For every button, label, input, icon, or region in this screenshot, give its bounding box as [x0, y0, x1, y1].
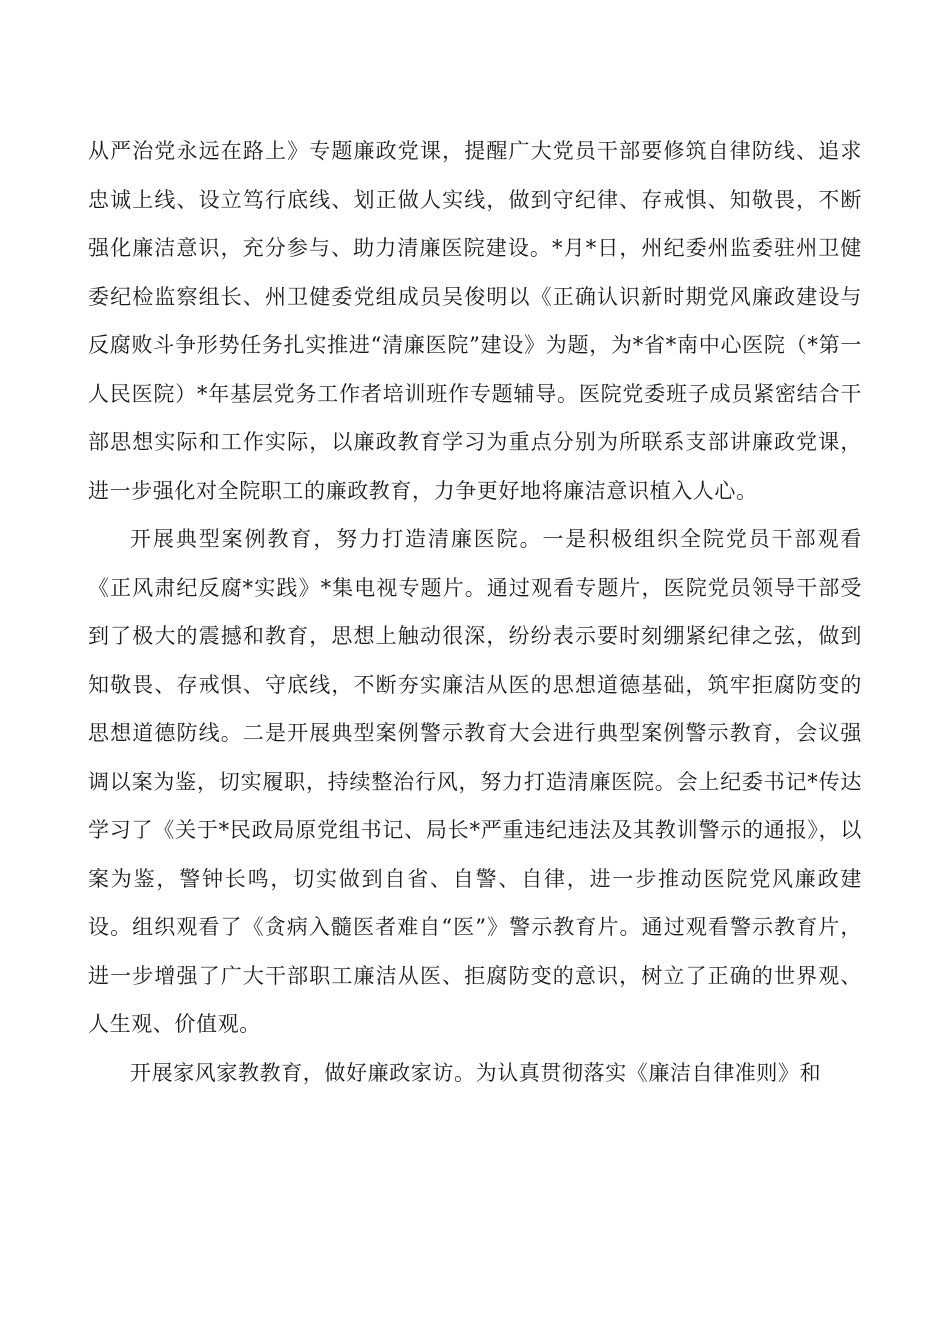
document-body [88, 127, 862, 1097]
paragraph-typical-case-education: 开展典型案例教育，努力打造清廉医院。一是积极组织全院党员干部观看《正风肃纪反腐*实践》*集电视专题片。通过观看专题片，医院党员领导干部受到了极大的震撼和教育，思想上触动很深，纷纷表示要时刻绷紧纪律之弦，做到知敬畏、存戒惧、守底线，不断夯实廉洁从医的思想道德基础，筑牢拒腐防变的思想道德防线。二是开展典型案例警示教育大会进行典型案例警示教育，会议强调以案为鉴，切实履职，持续整治行风，努力打造清廉医院。会上纪委书记*传达学习了《关于*民政局原党组书记、局长*严重违纪违法及其教训警示的通报》，以案为鉴，警钟长鸣，切实做到自省、自警、自律，进一步推动医院党风廉政建设。组织观看了《贪病入髓医者难自“医”》警示教育片。通过观看警示教育片，进一步增强了广大干部职工廉洁从医、拒腐防变的意识，树立了正确的世界观、人生观、价值观。 [88, 527, 862, 1036]
paragraph-continuation: 从严治党永远在路上》专题廉政党课，提醒广大党员干部要修筑自律防线、追求忠诚上线、设立笃行底线、划正做人实线，做到守纪律、存戒惧、知敬畏，不断强化廉洁意识，充分参与、助力清廉医院建设。*月*日，州纪委州监委驻州卫健委纪检监察组长、州卫健委党组成员吴俊明以《正确认识新时期党风廉政建设与反腐败斗争形势任务扎实推进“清廉医院”建设》为题，为*省*南中心医院（*第一人民医院）*年基层党务工作者培训班作专题辅导。医院党委班子成员紧密结合干部思想实际和工作实际，以廉政教育学习为重点分别为所联系支部讲廉政党课，进一步强化对全院职工的廉政教育，力争更好地将廉洁意识植入人心。 [88, 139, 862, 503]
paragraph-family-education: 开展家风家教教育，做好廉政家访。为认真贯彻落实《廉洁自律准则》和 [130, 1060, 822, 1085]
